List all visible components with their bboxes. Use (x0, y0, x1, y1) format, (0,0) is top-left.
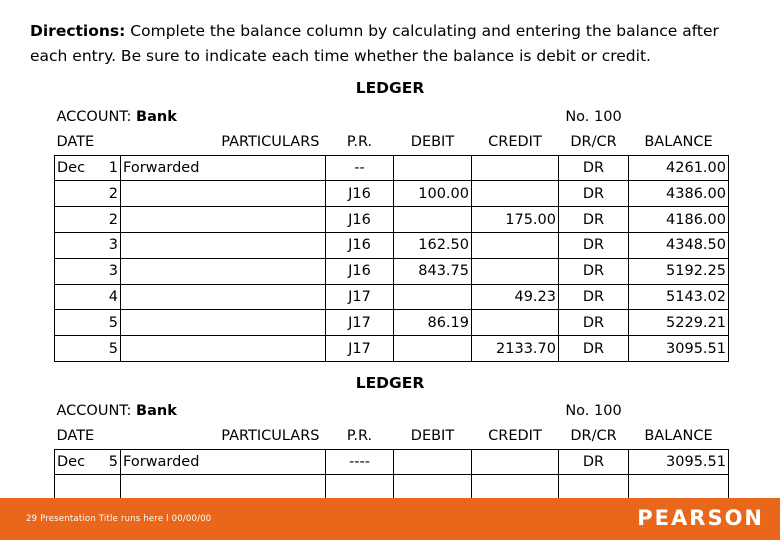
cell-pr: J17 (326, 284, 394, 310)
table-row (55, 258, 729, 284)
directions (30, 19, 760, 69)
cell-drcr: DR (559, 232, 629, 258)
cell-debit (394, 449, 472, 475)
cell-day: 5 (93, 449, 121, 475)
cell-drcr: DR (559, 336, 629, 362)
cell-pr: ---- (326, 449, 394, 475)
table-row (55, 336, 729, 362)
table-row (55, 181, 729, 207)
directions-text: Complete the balance column by calculating and entering the balance after each entry. Be sure to indicate each time whether the balance is debit or credit. (30, 22, 719, 65)
cell-pr: J16 (326, 207, 394, 233)
cell-credit: 2133.70 (472, 336, 559, 362)
pearson-logo: PEARSON (637, 506, 764, 530)
table-row (55, 310, 729, 336)
cell-credit (472, 310, 559, 336)
cell-drcr: DR (559, 449, 629, 475)
cell-debit: 86.19 (394, 310, 472, 336)
header-pr: P.R. (346, 428, 373, 445)
account-label: ACCOUNT: (56, 109, 132, 126)
cell-particulars (121, 181, 326, 207)
cell-balance: 3095.51 (629, 336, 729, 362)
cell-particulars: Forwarded (121, 155, 326, 181)
cell-credit (472, 181, 559, 207)
ledger-table (54, 399, 729, 501)
ledger-title: LEDGER (355, 374, 425, 392)
cell-month (55, 336, 93, 362)
header-row (55, 424, 729, 449)
cell-pr: J16 (326, 181, 394, 207)
cell-pr: J17 (326, 336, 394, 362)
cell-pr: J16 (326, 258, 394, 284)
header-credit: CREDIT (488, 134, 542, 151)
header-drcr: DR/CR (570, 428, 617, 445)
cell-balance: 4386.00 (629, 181, 729, 207)
ledger-table (54, 105, 729, 362)
cell-credit: 49.23 (472, 284, 559, 310)
header-pr: P.R. (346, 134, 373, 151)
account-name: Bank (136, 109, 177, 126)
header-credit: CREDIT (488, 428, 542, 445)
cell-month: Dec (55, 449, 93, 475)
cell-particulars (121, 310, 326, 336)
cell-pr: -- (326, 155, 394, 181)
cell-drcr: DR (559, 155, 629, 181)
cell-day: 1 (93, 155, 121, 181)
header-date: DATE (56, 134, 95, 151)
cell-month: Dec (55, 155, 93, 181)
account-label: ACCOUNT: (56, 403, 132, 420)
header-particulars: PARTICULARS (221, 134, 320, 151)
cell-particulars (121, 336, 326, 362)
cell-day: 4 (93, 284, 121, 310)
cell-drcr: DR (559, 181, 629, 207)
cell-month (55, 258, 93, 284)
account-number: No. 100 (565, 109, 622, 126)
cell-credit (472, 232, 559, 258)
ledger-title: LEDGER (355, 79, 425, 97)
cell-pr: J16 (326, 232, 394, 258)
account-number: No. 100 (565, 403, 622, 420)
cell-debit (394, 336, 472, 362)
table-row (55, 207, 729, 233)
cell-drcr: DR (559, 284, 629, 310)
header-particulars: PARTICULARS (221, 428, 320, 445)
cell-particulars (121, 258, 326, 284)
cell-debit (394, 207, 472, 233)
cell-debit (394, 284, 472, 310)
header-row (55, 130, 729, 155)
cell-day: 5 (93, 310, 121, 336)
directions-label: Directions: (30, 22, 126, 40)
cell-credit (472, 155, 559, 181)
cell-balance: 5192.25 (629, 258, 729, 284)
cell-day: 3 (93, 258, 121, 284)
cell-balance: 5143.02 (629, 284, 729, 310)
cell-credit: 175.00 (472, 207, 559, 233)
cell-debit: 162.50 (394, 232, 472, 258)
cell-drcr: DR (559, 310, 629, 336)
account-row (55, 399, 729, 424)
header-drcr: DR/CR (570, 134, 617, 151)
cell-particulars (121, 207, 326, 233)
header-balance: BALANCE (644, 428, 713, 445)
table-row (55, 449, 729, 475)
cell-month (55, 310, 93, 336)
table-row-empty (55, 475, 729, 501)
cell-balance: 5229.21 (629, 310, 729, 336)
cell-month (55, 284, 93, 310)
footer-bar (0, 498, 780, 540)
cell-debit: 843.75 (394, 258, 472, 284)
cell-day: 2 (93, 207, 121, 233)
cell-particulars (121, 232, 326, 258)
cell-debit: 100.00 (394, 181, 472, 207)
cell-balance: 3095.51 (629, 449, 729, 475)
header-debit: DEBIT (410, 134, 455, 151)
cell-credit (472, 449, 559, 475)
cell-drcr: DR (559, 258, 629, 284)
header-balance: BALANCE (644, 134, 713, 151)
table-row (55, 155, 729, 181)
account-row (55, 105, 729, 130)
account-name: Bank (136, 403, 177, 420)
cell-credit (472, 258, 559, 284)
cell-day: 3 (93, 232, 121, 258)
cell-month (55, 207, 93, 233)
cell-particulars: Forwarded (121, 449, 326, 475)
cell-pr: J17 (326, 310, 394, 336)
header-date: DATE (56, 428, 95, 445)
cell-balance: 4261.00 (629, 155, 729, 181)
cell-day: 5 (93, 336, 121, 362)
header-debit: DEBIT (410, 428, 455, 445)
cell-balance: 4186.00 (629, 207, 729, 233)
cell-balance: 4348.50 (629, 232, 729, 258)
cell-drcr: DR (559, 207, 629, 233)
table-row (55, 284, 729, 310)
footer-text: 29 Presentation Title runs here l 00/00/00 (26, 514, 212, 524)
cell-day: 2 (93, 181, 121, 207)
cell-month (55, 232, 93, 258)
cell-debit (394, 155, 472, 181)
cell-month (55, 181, 93, 207)
table-row (55, 232, 729, 258)
cell-particulars (121, 284, 326, 310)
